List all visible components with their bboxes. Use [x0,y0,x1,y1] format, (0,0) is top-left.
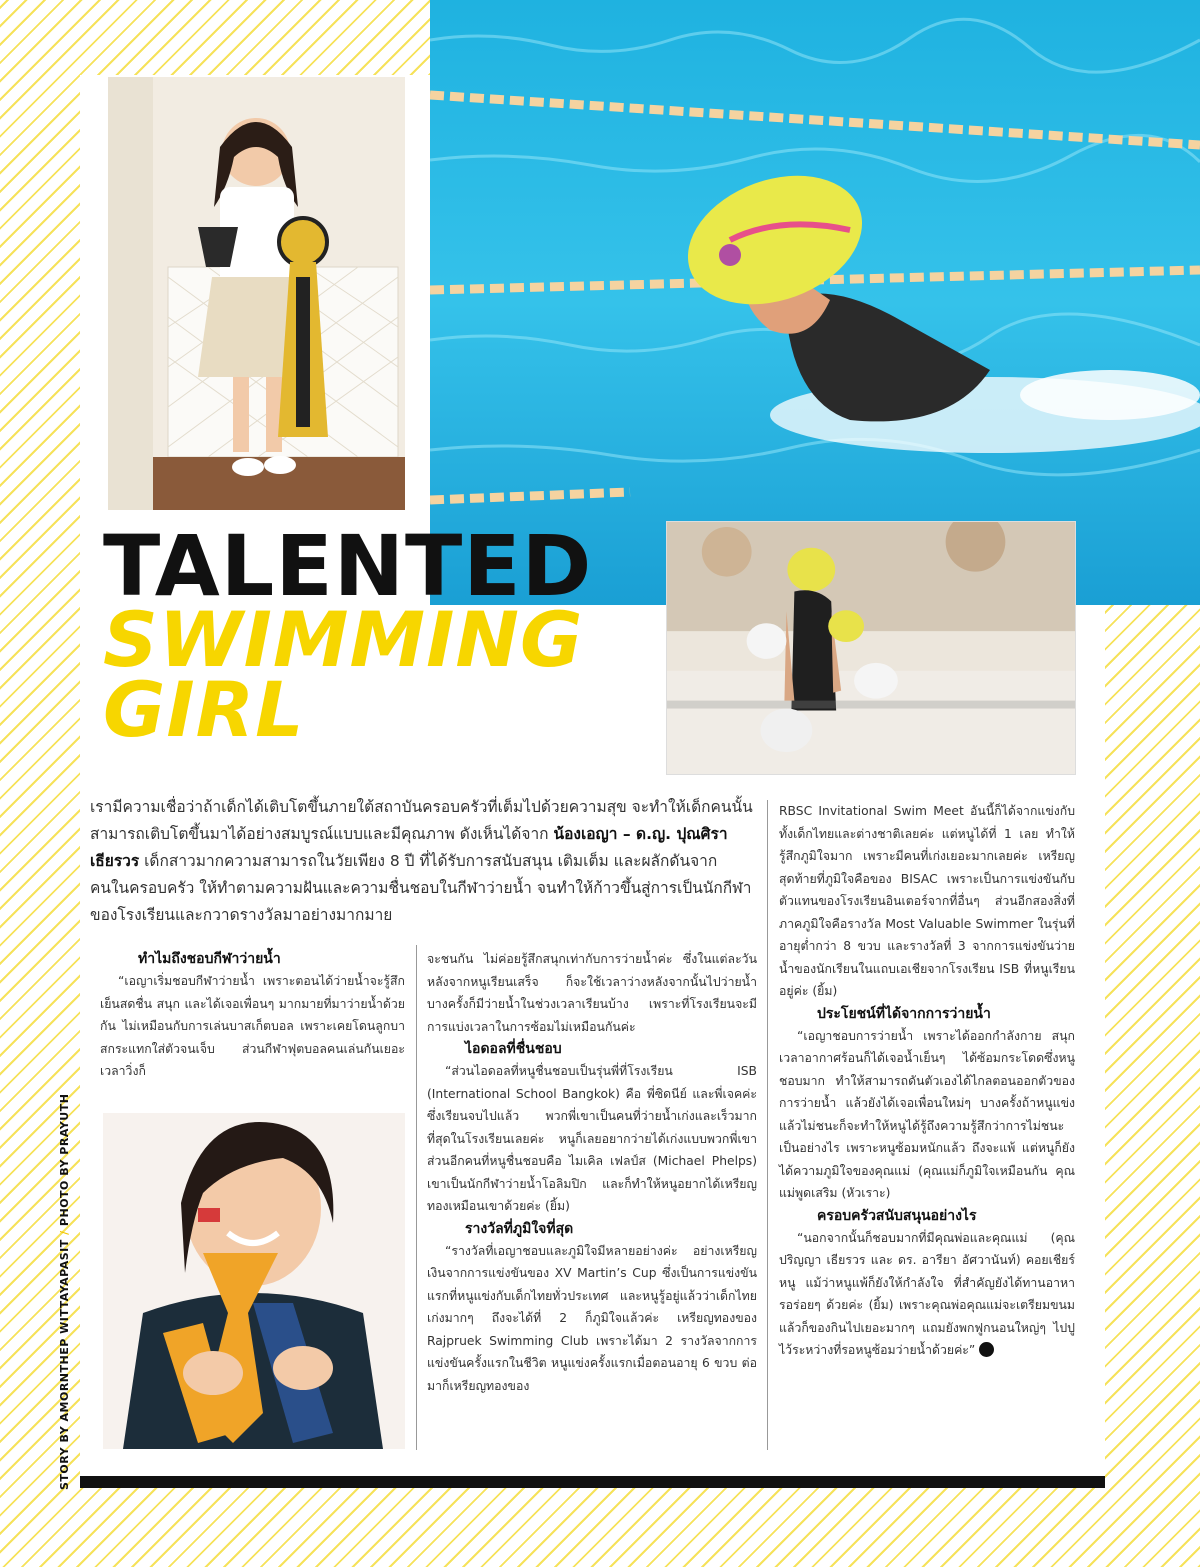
column-3 [779,800,1075,1362]
intro-paragraph [90,794,755,929]
col2-paragraph-award: “รางวัลที่เอญาชอบและภูมิใจมีหลายอย่างค่ะ อย่างเหรียญเงินจากการแข่งขันของ XV Martin’s Cup ซึ่งเป็นการแข่งขันแรกที่หนูแข่งกับเด็กไทยทั่วประเทศ และหนูรู้อยู่แล้วว่าเด็กไทยเก่งมากๆ ถึงจะได้ที่ 2 ก็ภูมิใจแล้วค่ะ เหรียญทองของ Rajpruek Swimming Club เพราะได้มา 2 รางวัลจากการแข่งขันครั้งแรกในชีวิต หนูแข่งครั้งแรกเมื่อตอนอายุ 6 ขวบ ต่อมาก็เหรียญทองของ [427,1243,757,1393]
intro-text-after: เด็กสาวมากความสามารถในวัยเพียง 8 ปี ที่ได้รับการสนับสนุน เติมเต็ม และผลักดันจากคนในครอบครัว ให้ทำตามความฝันและความชื่นชอบในกีฬาว่ายน้ำ จนทำให้ก้าวขึ้นสู่การเป็นนักกีฬาของโรงเรียนและกวาดรางวัลมาอย่างมากมาย [90,852,752,924]
col3-family-text: “นอกจากนั้นก็ชอบมากที่มีคุณพ่อและคุณแม่ (คุณปริญญา เธียรวร และ ดร. อารียา อัศวานันท์) คอยเชียร์หนู แม้ว่าหนูแพ้ก็ยังให้กำลังใจ ที่สำคัญยังได้ทานอาหารอร่อยๆ ด้วยค่ะ (ยิ้ม) เพราะคุณพ่อคุณแม่จะเตรียมขนมแล้วก็ของกินไปเยอะมากๆ แถมยังพกฟูกนอนใหญ่ๆ ไปปูไว้ระหว่างที่รอหนูซ้อมว่ายน้ำด้วยค่ะ” [779,1230,1075,1357]
intro-name: น้องเอญา – ด.ญ. ปุณศิรา เธียรวร [90,825,728,870]
swimmers-at-start-photo [666,521,1076,775]
column-2 [427,948,757,1397]
col3-heading-benefit: ประโยชน์ที่ได้จากการว่ายน้ำ [817,1005,991,1022]
intro-text-before: เรามีความเชื่อว่าถ้าเด็กได้เติบโตขึ้นภายใต้สถาบันครอบครัวที่เต็มไปด้วยความสุข จะทำให้เด็กคนนั้นสามารถเติบโตขึ้นมาได้อย่างสมบูรณ์แบบและมีคุณภาพ ดังเห็นได้จาก [90,798,753,843]
col3-paragraph-family [779,1227,1075,1362]
column-divider [416,945,417,1450]
col1-paragraph: “เอญาเริ่มชอบกีฬาว่ายน้ำ เพราะตอนได้ว่ายน้ำจะรู้สึกเย็นสดชื่น สนุก และได้เจอเพื่อนๆ มากมายที่มาว่ายน้ำด้วยกัน ไม่เหมือนกับการเล่นบาสเก็ตบอล เพราะเคยโดนลูกบาสกระแทกใส่ตัวจนเจ็บ ส่วนกีฬาฟุตบอลคนเล่นกันเยอะ เวลาวิ่งก็ [100,974,405,1078]
credit-separator: / [58,1226,71,1240]
col2-heading-award: รางวัลที่ภูมิใจที่สุด [465,1220,574,1237]
headline [103,517,593,755]
girl-with-medals-photo [103,1113,405,1449]
col3-paragraph-benefit: “เอญาชอบการว่ายน้ำ เพราะได้ออกกำลังกาย สนุก เวลาอากาศร้อนก็ได้เจอน้ำเย็นๆ ได้ซ้อมกระโดดซึ่งหนูชอบมาก ทำให้สามารถดันตัวเองได้ไกลตอนออกตัวของการว่ายน้ำ แล้วยังได้เจอเพื่อนใหม่ๆ บางครั้งถ้าหนูแข่งแล้วไม่ชนะก็จะทำให้หนูได้รู้ถึงความรู้สึกว่าการไม่ชนะเป็นอย่างไร เพราะหนูซ้อมหนักแล้ว ถึงจะแพ้ แต่หนูก็ยังได้ความภูมิใจของคุณแม่ (คุณแม่ก็ภูมิใจเหมือนกัน คุณแม่พูดเสริม (หัวเราะ) [779,1028,1075,1200]
col2-heading-idol: ไอดอลที่ชื่นชอบ [465,1041,562,1057]
swimmer-butterfly-photo [430,0,1200,605]
column-divider [767,800,768,1450]
col2-paragraph-idol: “ส่วนไอดอลที่หนูชื่นชอบเป็นรุ่นพี่ที่โรงเรียน ISB (International School Bangkok) คือ พี่ซิดนีย์ และพี่เจคค่ะ ซึ่งเรียนจบไปแล้ว พวกพี่เขาเป็นคนที่ว่ายน้ำเก่งและเร็วมากที่สุดในโรงเรียนเลยค่ะ หนูก็เลยอยากว่ายได้เก่งแบบพวกพี่เขา ส่วนอีกคนที่หนูชื่นชอบคือ ไมเคิล เฟลป์ส (Michael Phelps) เขาเป็นนักกีฬาว่ายน้ำโอลิมปิก และก็ทำให้หนูอยากได้เหรียญทองเหมือนเขาด้วยค่ะ (ยิ้ม) [427,1064,757,1213]
col1-heading: ทำไมถึงชอบกีฬาว่ายน้ำ [138,951,281,967]
photo-credit: PHOTO BY PRAYUTH [58,1093,71,1227]
girl-with-trophy-photo [108,77,405,510]
headline-line2: SWIMMING [103,595,584,685]
headline-line1: TALENTED [103,517,593,615]
headline-line3: GIRL [103,665,305,755]
story-credit: STORY BY AMORNTHEP WITTAYAPASIT [58,1239,71,1490]
col2-paragraph-cont: จะชนกัน ไม่ค่อยรู้สึกสนุกเท่ากับการว่ายน้ำค่ะ ซึ่งในแต่ละวันหลังจากหนูเรียนเสร็จ ก็จะใช้เวลาว่างหลังจากนั้นไปว่ายน้ำ บางครั้งก็มีว่ายน้ำในช่วงเวลาเรียนบ้าง เพราะที่โรงเรียนจะมีการแบ่งเวลาในการซ้อมไม่เหมือนกันค่ะ [427,952,757,1034]
column-1 [100,948,405,1083]
col3-heading-family: ครอบครัวสนับสนุนอย่างไร [817,1207,977,1224]
col3-paragraph-cont: RBSC Invitational Swim Meet อันนี้ก็ได้จากแข่งกับทั้งเด็กไทยและต่างชาติเลยค่ะ แต่หนูได้ที่ 1 เลย ทำให้รู้สึกภูมิใจมาก เพราะมีคนที่เก่งเยอะมากเลยค่ะ เหรียญสุดท้ายที่ภูมิใจคือของ BISAC เพราะเป็นการแข่งขันกับตัวแทนของโรงเรียนอินเตอร์จากที่อื่นๆ ส่วนอีกสองสิ่งที่ภาคภูมิใจคือรางวัล Most Valuable Swimmer ในรุ่นที่อายุต่ำกว่า 8 ขวบ และรางวัลที่ 3 จากการแข่งขันว่ายน้ำของนักเรียนในแถบเอเชียจากโรงเรียน ISB ที่หนูเรียนอยู่ค่ะ (ยิ้ม) [779,804,1075,998]
byline-credit [58,1094,71,1490]
bottom-rule [80,1476,1105,1488]
end-mark-icon [979,1342,994,1357]
